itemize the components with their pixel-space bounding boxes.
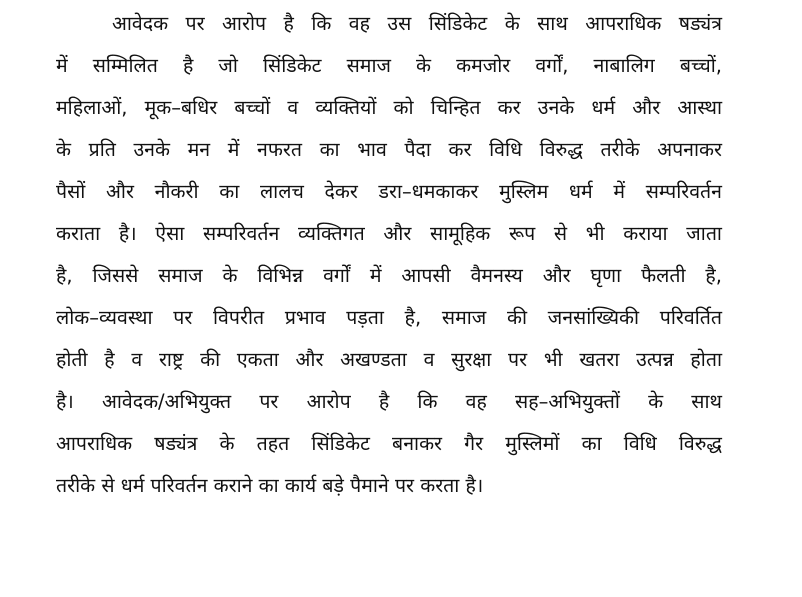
paragraph-line: पैसों और नौकरी का लालच देकर डरा–धमकाकर मुस्लिम धर्म में सम्परिवर्तन — [56, 180, 722, 203]
paragraph-line: तरीके से धर्म परिवर्तन कराने का कार्य बड़े पैमाने पर करता है। — [56, 474, 484, 497]
paragraph-line: महिलाओं, मूक–बधिर बच्चों व व्यक्तियों को चिन्हित कर उनके धर्म और आस्था — [56, 96, 722, 119]
paragraph-line: होती है व राष्ट्र की एकता और अखण्डता व सुरक्षा पर भी खतरा उत्पन्न होता — [56, 348, 722, 371]
paragraph-line: में सम्मिलित है जो सिंडिकेट समाज के कमजोर वर्गों, नाबालिग बच्चों, — [56, 54, 722, 77]
paragraph-line: आपराधिक षड्यंत्र के तहत सिंडिकेट बनाकर गैर मुस्लिमों का विधि विरुद्ध — [56, 432, 722, 455]
paragraph-line: के प्रति उनके मन में नफरत का भाव पैदा कर विधि विरुद्ध तरीके अपनाकर — [56, 138, 722, 161]
paragraph-line: है, जिससे समाज के विभिन्न वर्गों में आपसी वैमनस्य और घृणा फैलती है, — [56, 264, 722, 287]
paragraph-line: है। आवेदक/अभियुक्त पर आरोप है कि वह सह–अभियुक्तों के साथ — [56, 390, 722, 413]
paragraph-line: आवेदक पर आरोप है कि वह उस सिंडिकेट के साथ आपराधिक षड्यंत्र — [112, 12, 722, 35]
paragraph-line: कराता है। ऐसा सम्परिवर्तन व्यक्तिगत और सामूहिक रूप से भी कराया जाता — [56, 222, 722, 245]
paragraph-line: लोक–व्यवस्था पर विपरीत प्रभाव पड़ता है, समाज की जनसांख्यिकी परिवर्तित — [56, 306, 722, 329]
